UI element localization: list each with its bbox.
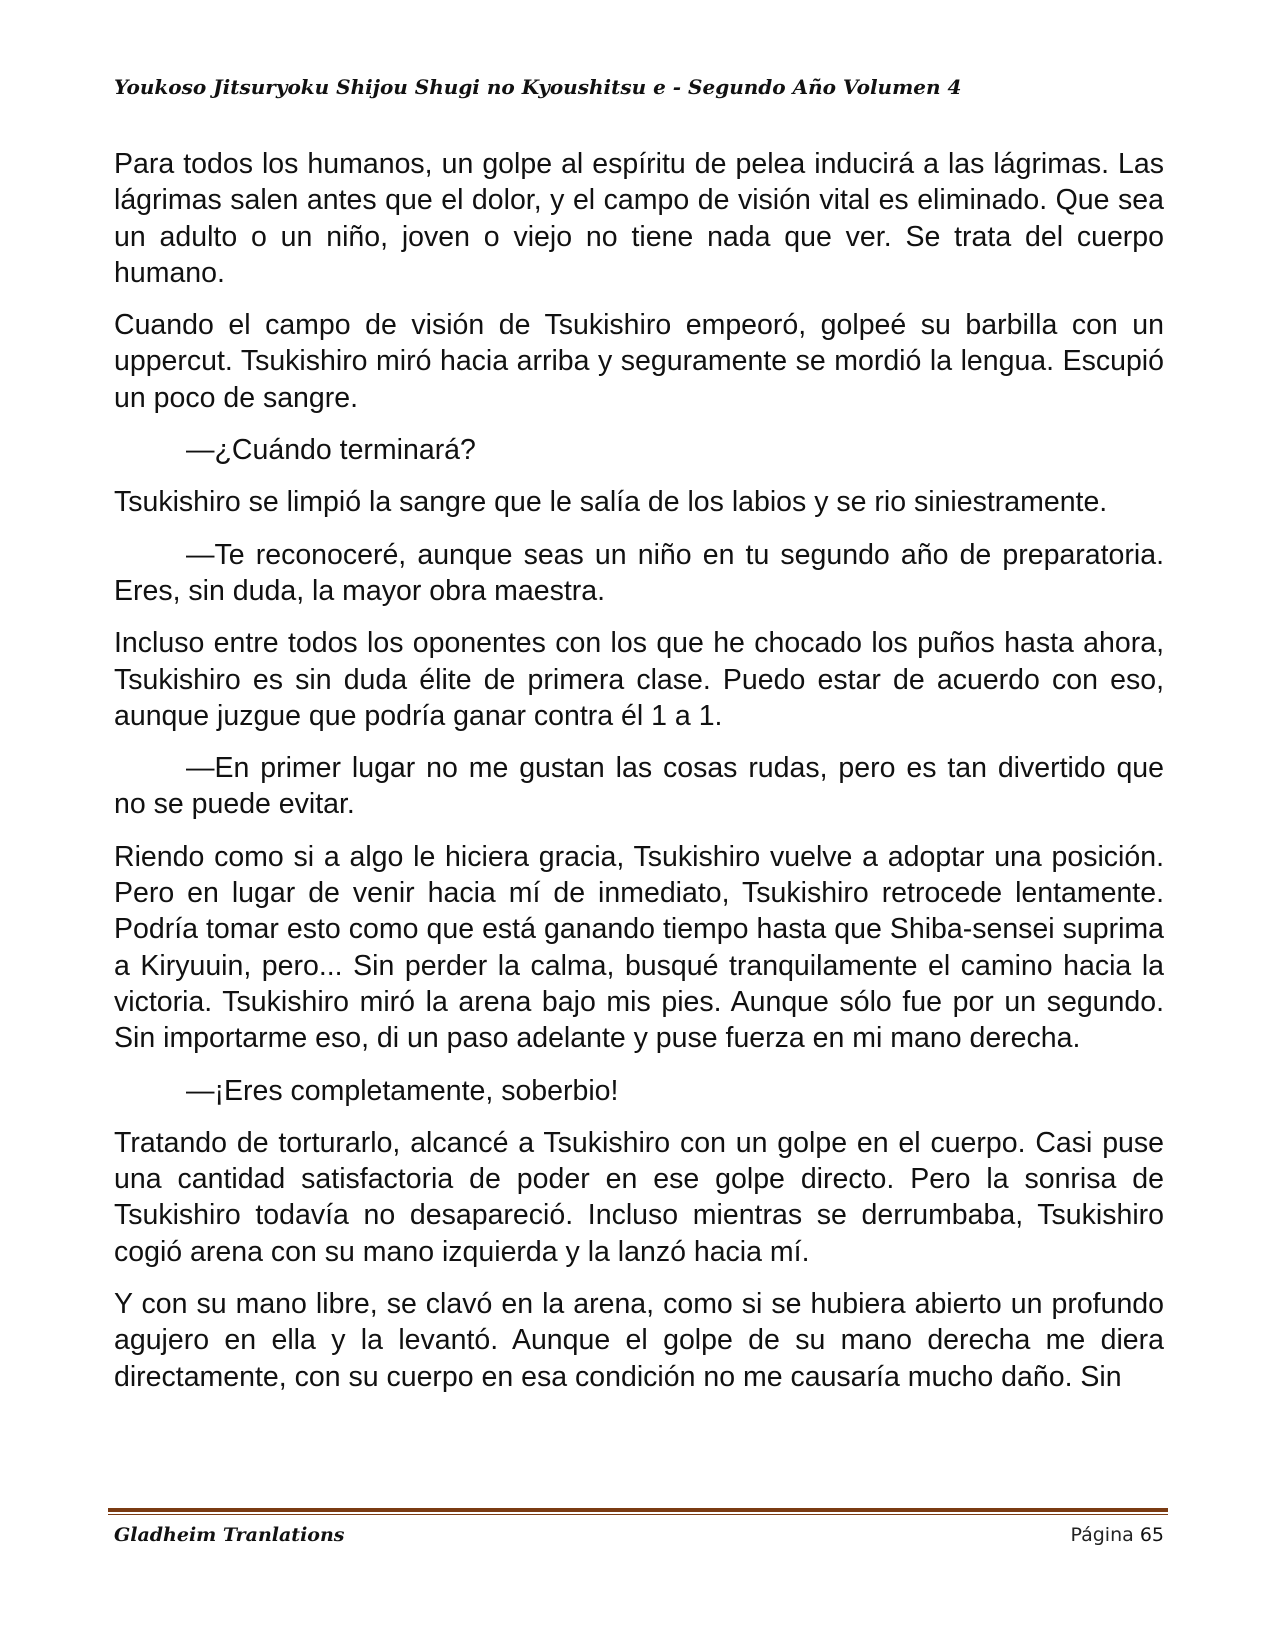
paragraph: Tsukishiro se limpió la sangre que le salía de los labios y se rio siniestramente. (114, 486, 1108, 519)
footer-divider-thin (108, 1514, 1168, 1515)
paragraph: Incluso entre todos los oponentes con los que he chocado los puños hasta ahora, Tsukishiro es sin duda élite de primera clase. Puedo estar de acuerdo con eso, aunque juzgue que podría ganar contra él 1 a 1. (114, 627, 1164, 732)
paragraph: Riendo como si a algo le hiciera gracia, Tsukishiro vuelve a adoptar una posición. Pero en lugar de venir hacia mí de inmediato, Tsukishiro retrocede lentamente. Podría tomar esto como que está ganando tiempo hasta que Shiba-sensei suprima a Kiryuuin, pero... Sin perder la calma, busqué tranquilamente el camino hacia la victoria. Tsukishiro miró la arena bajo mis pies. Aunque sólo fue por un segundo. Sin importarme eso, di un paso adelante y puse fuerza en mi mano derecha. (114, 840, 1164, 1055)
running-header: Youkoso Jitsuryoku Shijou Shugi no Kyoushitsu e - Segundo Año Volumen 4 (114, 75, 962, 99)
page-number-block (1070, 1522, 1164, 1548)
paragraph: Cuando el campo de visión de Tsukishiro empeoró, golpeé su barbilla con un uppercut. Tsukishiro miró hacia arriba y seguramente se mordió la lengua. Escupió un poco de sangre. (114, 309, 1164, 414)
dialogue-line: —¿Cuándo terminará? (186, 434, 476, 467)
dialogue-line: —En primer lugar no me gustan las cosas rudas, pero es tan divertido que no se puede evitar. (114, 752, 1164, 821)
footer-publisher: Gladheim Tranlations (114, 1524, 345, 1546)
paragraph: Para todos los humanos, un golpe al espíritu de pelea inducirá a las lágrimas. Las lágrimas salen antes que el dolor, y el campo de visión vital es eliminado. Que sea un adulto o un niño, joven o viejo no tiene nada que ver. Se trata del cuerpo humano. (114, 148, 1164, 289)
footer-divider-thick (108, 1508, 1168, 1512)
page-label: Página (1070, 1524, 1134, 1546)
footer-divider (108, 1508, 1168, 1514)
dialogue-line: —¡Eres completamente, soberbio! (186, 1074, 619, 1107)
dialogue-line: —Te reconoceré, aunque seas un niño en tu segundo año de preparatoria. Eres, sin duda, la mayor obra maestra. (114, 538, 1164, 607)
paragraph: Tratando de torturarlo, alcancé a Tsukishiro con un golpe en el cuerpo. Casi puse una cantidad satisfactoria de poder en ese golpe directo. Pero la sonrisa de Tsukishiro todavía no desapareció. Incluso mientras se derrumbaba, Tsukishiro cogió arena con su mano izquierda y la lanzó hacia mí. (114, 1126, 1164, 1268)
paragraph: Y con su mano libre, se clavó en la arena, como si se hubiera abierto un profundo agujero en ella y la levantó. Aunque el golpe de su mano derecha me diera directamente, con su cuerpo en esa condición no me causaría mucho daño. Sin (114, 1288, 1164, 1393)
body-text (114, 146, 1164, 1411)
page-number: 65 (1139, 1524, 1164, 1546)
